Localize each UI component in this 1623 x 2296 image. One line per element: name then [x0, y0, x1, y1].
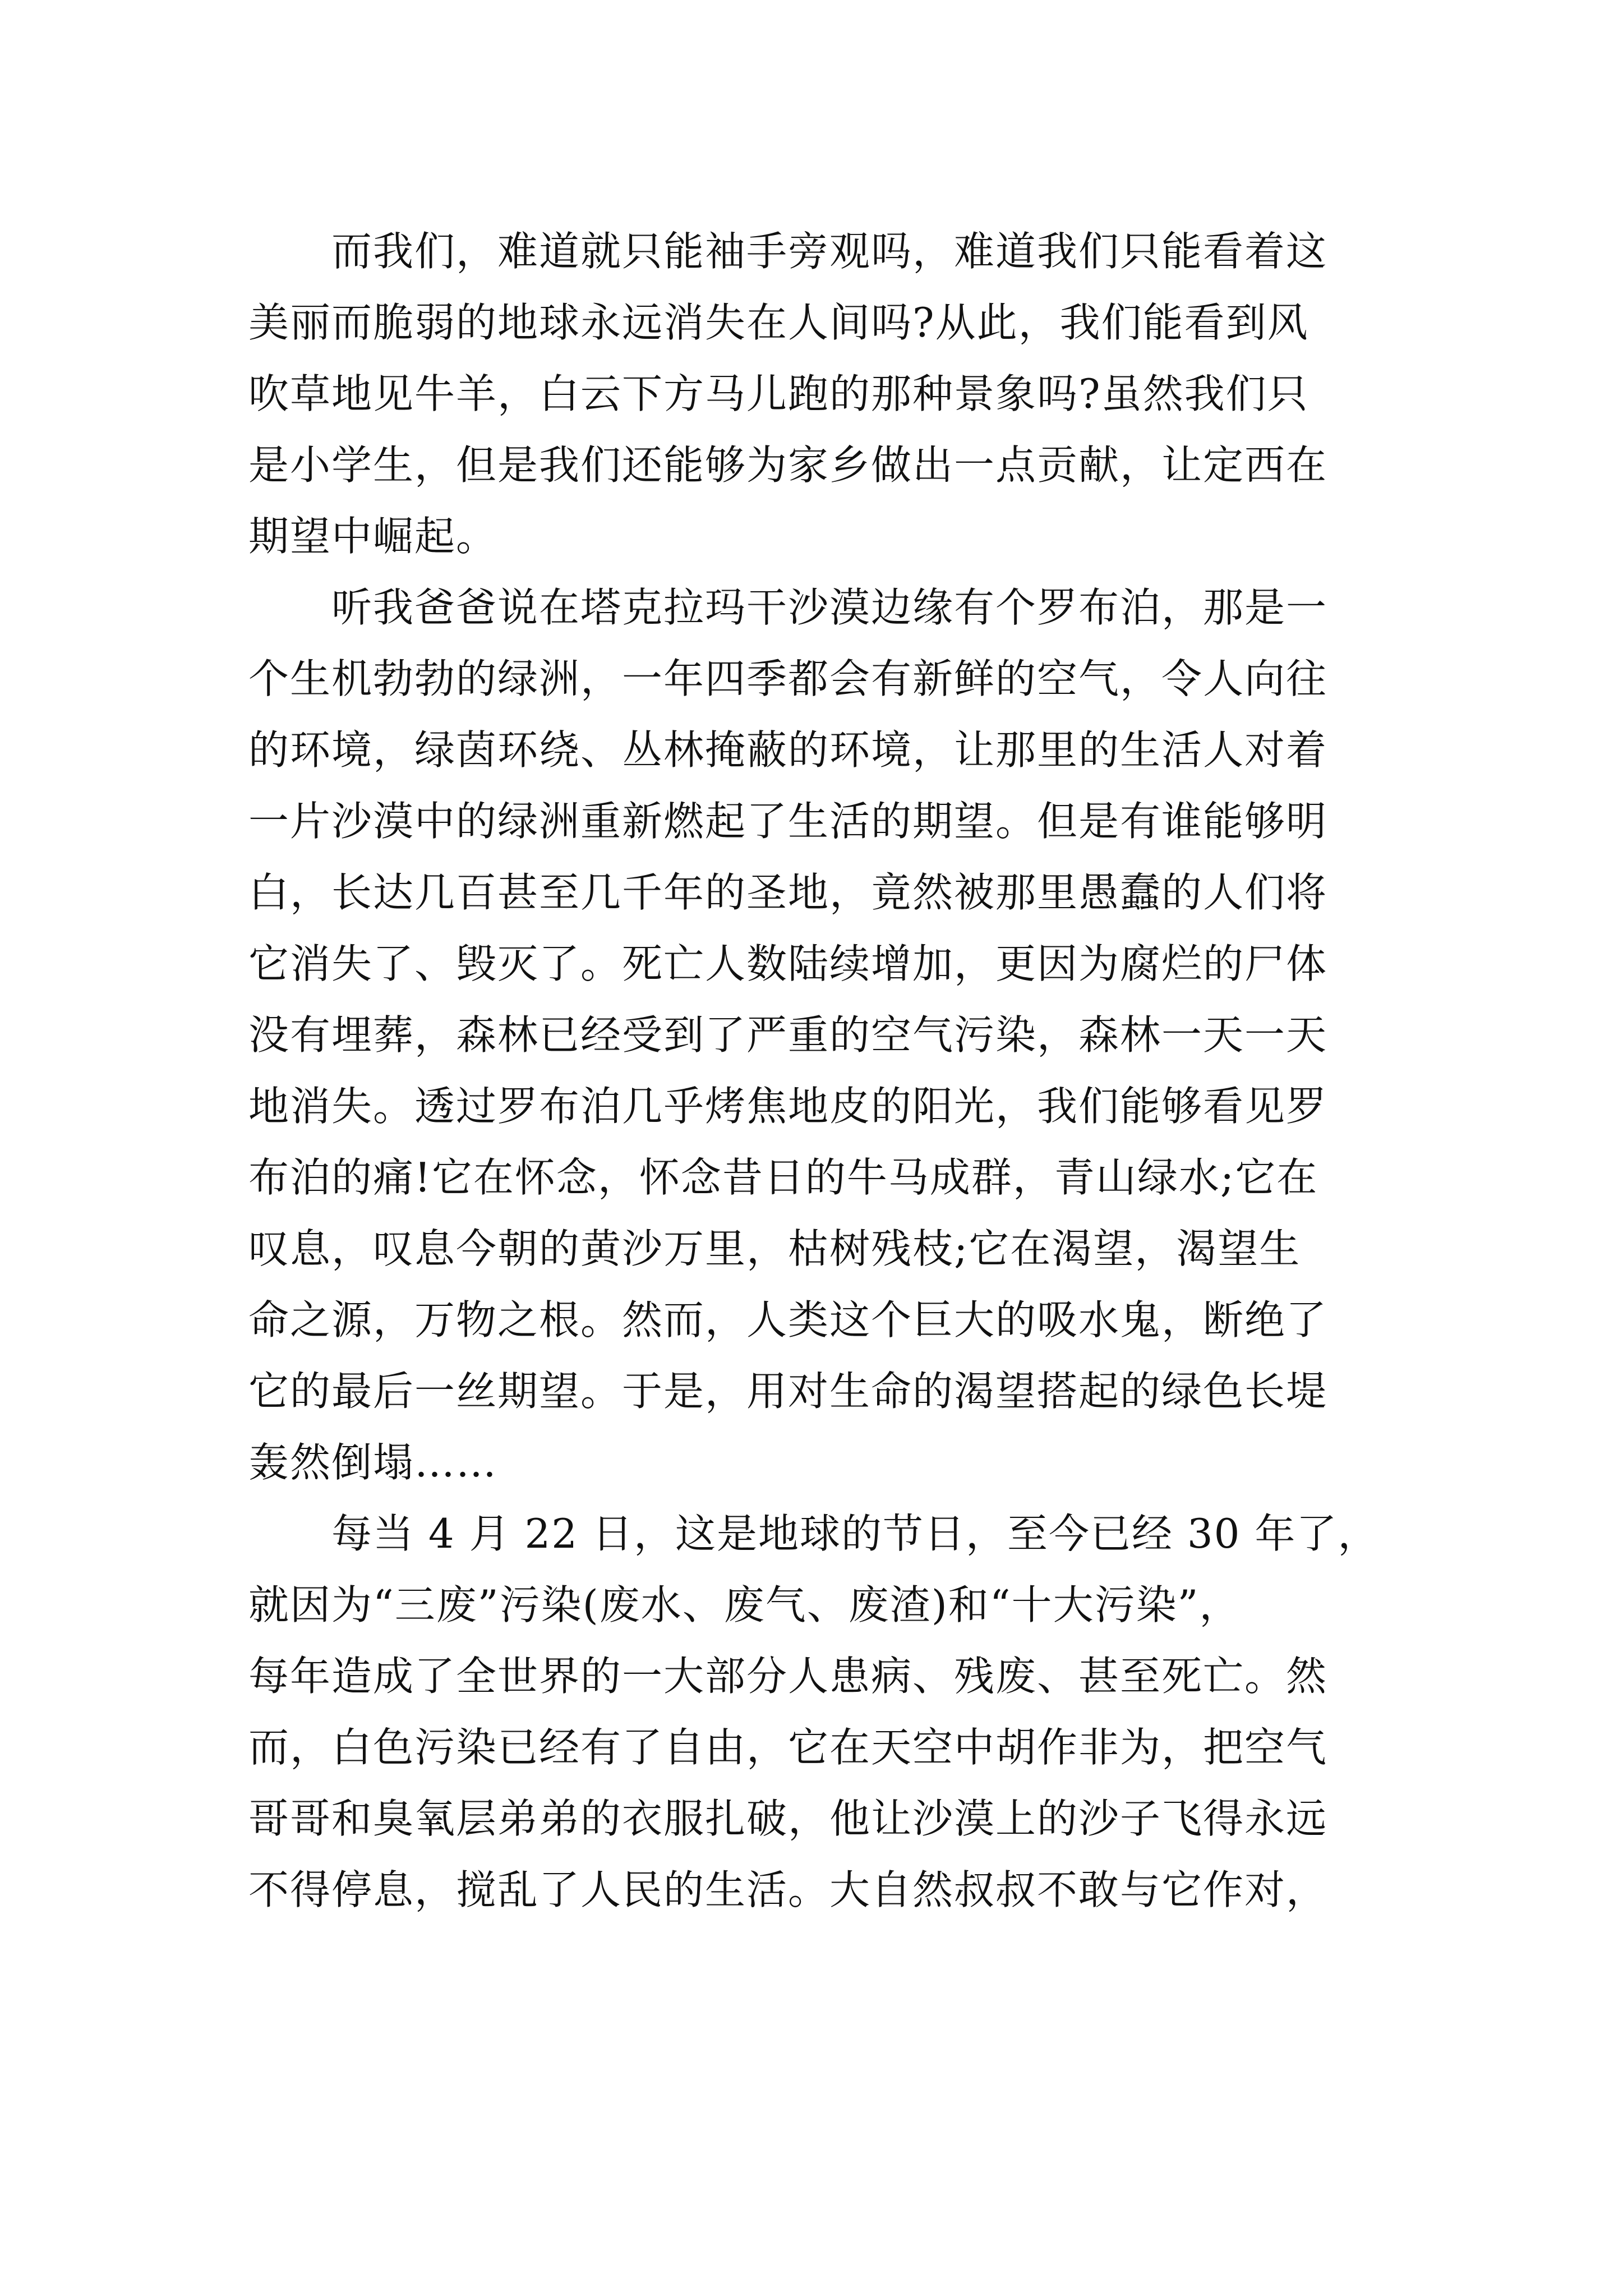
text-line: 个生机勃勃的绿洲，一年四季都会有新鲜的空气，令人向往: [248, 655, 1328, 702]
text-line: 没有埋葬，森林已经受到了严重的空气污染，森林一天一天: [248, 1011, 1328, 1059]
text-line: 命之源，万物之根。然而，人类这个巨大的吸水鬼，断绝了: [248, 1296, 1328, 1343]
text-line: 轰然倒塌……: [248, 1439, 498, 1486]
text-line: 是小学生，但是我们还能够为家乡做出一点贡献，让定西在: [248, 441, 1328, 489]
text-line: 的环境，绿茵环绕、丛林掩蔽的环境，让那里的生活人对着: [248, 726, 1328, 774]
text-line: 白，长达几百甚至几千年的圣地，竟然被那里愚蠢的人们将: [248, 869, 1328, 916]
text-line: 就因为“三废”污染(废水、废气、废渣)和“十大污染”，: [248, 1581, 1241, 1628]
text-line: 听我爸爸说在塔克拉玛干沙漠边缘有个罗布泊，那是一: [331, 584, 1328, 631]
text-line: 一片沙漠中的绿洲重新燃起了生活的期望。但是有谁能够明: [248, 798, 1328, 845]
text-line: 而我们，难道就只能袖手旁观吗，难道我们只能看着这: [331, 228, 1328, 275]
text-line: 它消失了、毁灭了。死亡人数陆续增加，更因为腐烂的尸体: [248, 940, 1328, 987]
text-line: 美丽而脆弱的地球永远消失在人间吗?从此，我们能看到风: [248, 299, 1309, 346]
text-line: 而，白色污染已经有了自由，它在天空中胡作非为，把空气: [248, 1724, 1328, 1771]
text-line: 吹草地见牛羊，白云下方马儿跑的那种景象吗?虽然我们只: [248, 370, 1309, 417]
text-line: 每年造成了全世界的一大部分人患病、残废、甚至死亡。然: [248, 1653, 1328, 1700]
text-line: 布泊的痛!它在怀念，怀念昔日的牛马成群，青山绿水;它在: [248, 1154, 1318, 1201]
paragraph-1: [248, 216, 1389, 572]
paragraph-3: [248, 1498, 1389, 1926]
text-line: 不得停息，搅乱了人民的生活。大自然叔叔不敢与它作对，: [248, 1866, 1328, 1913]
text-line: 哥哥和臭氧层弟弟的衣服扎破，他让沙漠上的沙子飞得永远: [248, 1795, 1328, 1842]
document-body: [248, 216, 1389, 1926]
text-line: 叹息，叹息今朝的黄沙万里，枯树残枝;它在渴望，渴望生: [248, 1225, 1301, 1272]
text-line: 期望中崛起。: [248, 513, 498, 560]
paragraph-2: [248, 572, 1389, 1498]
text-line: 它的最后一丝期望。于是，用对生命的渴望搭起的绿色长堤: [248, 1368, 1328, 1415]
text-line: 地消失。透过罗布泊几乎烤焦地皮的阳光，我们能够看见罗: [248, 1083, 1328, 1130]
text-line: 每当 4 月 22 日，这是地球的节日，至今已经 30 年了，: [331, 1510, 1380, 1557]
